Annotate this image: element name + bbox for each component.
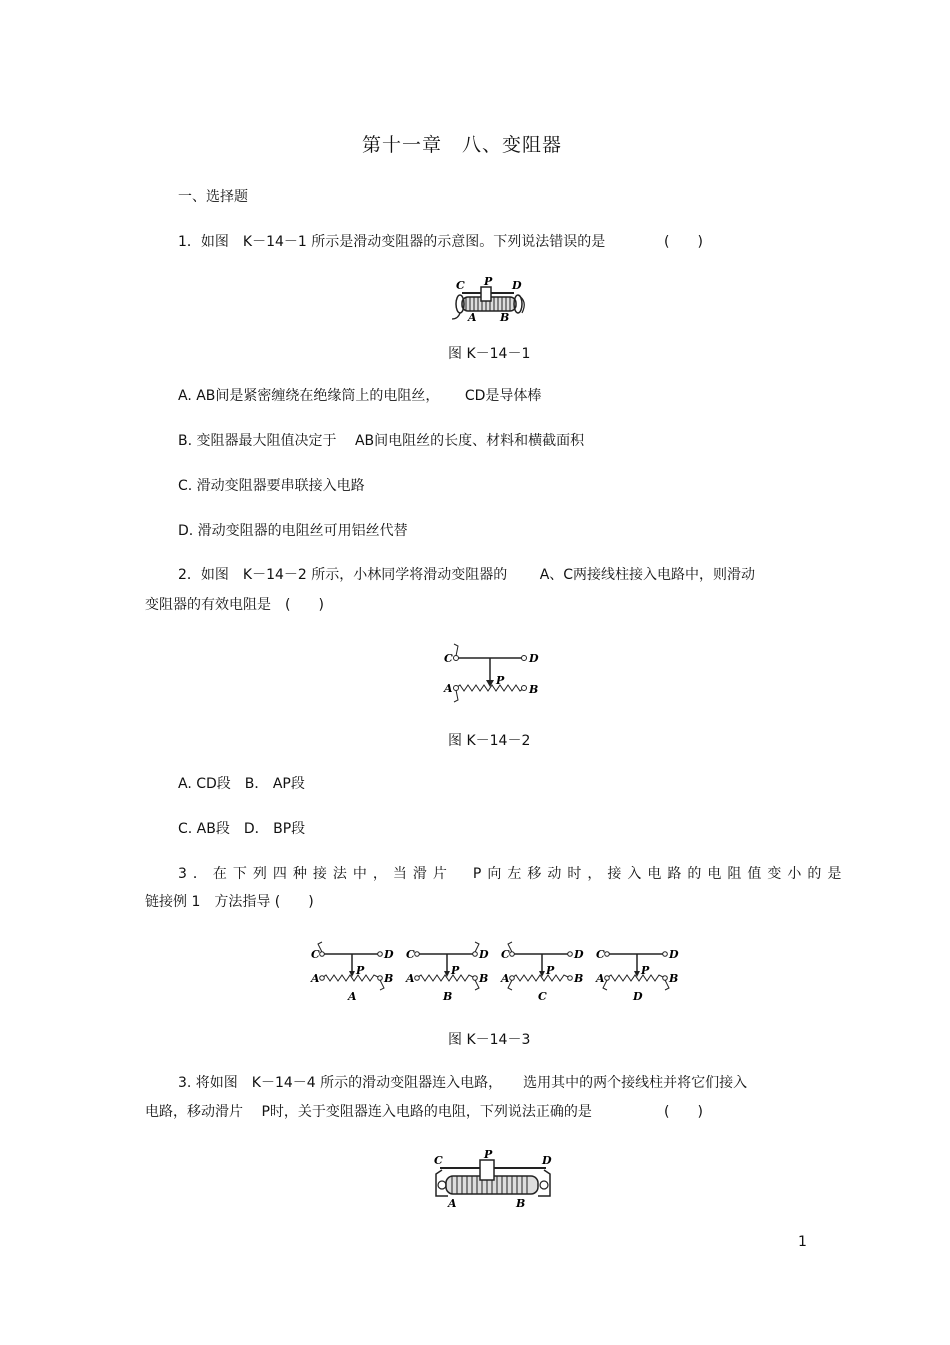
fig2-label-a: A [444,682,453,695]
circuit-b-label-b: B [479,972,489,985]
circuit-d-sublabel: D [633,990,643,1003]
q3b-stem-line1: 3. 将如图 K－14－4 所示的滑动变阻器连入电路， 选用其中的两个接线柱并将它们接入 [178,1075,748,1091]
circuit-c-label-b: B [574,972,584,985]
circuit-c-label-a: A [501,972,510,985]
circuit-d-label-c: C [596,948,605,961]
circuit-c-label-p: P [546,964,555,977]
circuit-a-label-p: P [356,964,365,977]
circuit-b-label-a: A [406,972,415,985]
circuit-a-label-b: B [384,972,394,985]
circuit-d-label-a: A [596,972,605,985]
figure-caption-k14-1: 图 K－14－1 [448,346,531,362]
circuit-a-sublabel: A [348,990,357,1003]
fig4-label-a: A [448,1197,457,1210]
fig4-label-b: B [516,1197,526,1210]
circuit-d [595,948,679,1003]
circuit-c [500,942,584,1003]
figure-k14-4-rheostat [428,1150,558,1210]
fig2-label-d: D [529,652,539,665]
fig1-label-b: B [500,311,510,323]
circuit-b [405,942,489,1003]
q2-options-row1: A. CD段 B． AP段 [178,776,305,792]
fig1-label-a: A [468,311,477,323]
page-title: 第十一章 八、变阻器 [362,134,563,156]
q1-option-d: D. 滑动变阻器的电阻丝可用铝丝代替 [178,523,408,539]
q2-options-row2: C. AB段 D． BP段 [178,821,306,837]
circuit-a-label-c: C [311,948,320,961]
q3b-answer-paren: ( ) [664,1104,703,1120]
section-heading: 一、选择题 [178,189,248,205]
fig4-label-d: D [542,1154,552,1167]
figure-caption-k14-2: 图 K－14－2 [448,733,531,749]
page-number: 1 [798,1234,807,1250]
fig2-label-p: P [496,674,505,687]
q2-stem-line2: 变阻器的有效电阻是 ( ) [145,597,324,613]
figure-k14-1-rheostat [448,275,534,323]
circuit-b-sublabel: B [443,990,453,1003]
figure-k14-3-four-circuits [308,940,682,1006]
figure-caption-k14-3: 图 K－14－3 [448,1032,531,1048]
circuit-b-label-d: D [479,948,489,961]
fig1-label-c: C [456,279,465,292]
q1-option-c: C. 滑动变阻器要串联接入电路 [178,478,365,494]
circuit-d-label-b: B [669,972,679,985]
circuit-d-label-d: D [669,948,679,961]
q1-answer-paren: ( ) [664,234,703,250]
q1-option-a: A. AB间是紧密缠绕在绝缘筒上的电阻丝， CD是导体棒 [178,388,542,404]
circuit-a [310,942,394,1003]
circuit-c-sublabel: C [538,990,547,1003]
circuit-b-label-p: P [451,964,460,977]
fig2-label-c: C [444,652,453,665]
fig4-label-c: C [434,1154,443,1167]
figure-k14-2-circuit [440,636,546,706]
fig4-label-p: P [484,1150,493,1161]
circuit-c-label-c: C [501,948,510,961]
circuit-b-label-c: C [406,948,415,961]
q1-option-b: B. 变阻器最大阻值决定于 AB间电阻丝的长度、材料和横截面积 [178,433,585,449]
circuit-d-label-p: P [641,964,650,977]
circuit-a-label-a: A [311,972,320,985]
circuit-a-label-d: D [384,948,394,961]
circuit-c-label-d: D [574,948,584,961]
q3a-stem-line1: 3．在下列四种接法中，当滑片 P向左移动时，接入电路的电阻值变小的是 [178,866,848,882]
q1-stem: 1．如图 K－14－1 所示是滑动变阻器的示意图。下列说法错误的是 [178,234,606,250]
fig1-label-d: D [512,279,522,292]
q3b-stem-line2: 电路，移动滑片 P时，关于变阻器连入电路的电阻，下列说法正确的是 [145,1104,592,1120]
q3a-stem-line2: 链接例 1 方法指导 ( ) [145,894,314,910]
fig1-label-p: P [484,275,493,288]
q2-stem-line1: 2．如图 K－14－2 所示，小林同学将滑动变阻器的 A、C两接线柱接入电路中，则滑动 [178,567,756,583]
fig2-label-b: B [529,683,539,696]
